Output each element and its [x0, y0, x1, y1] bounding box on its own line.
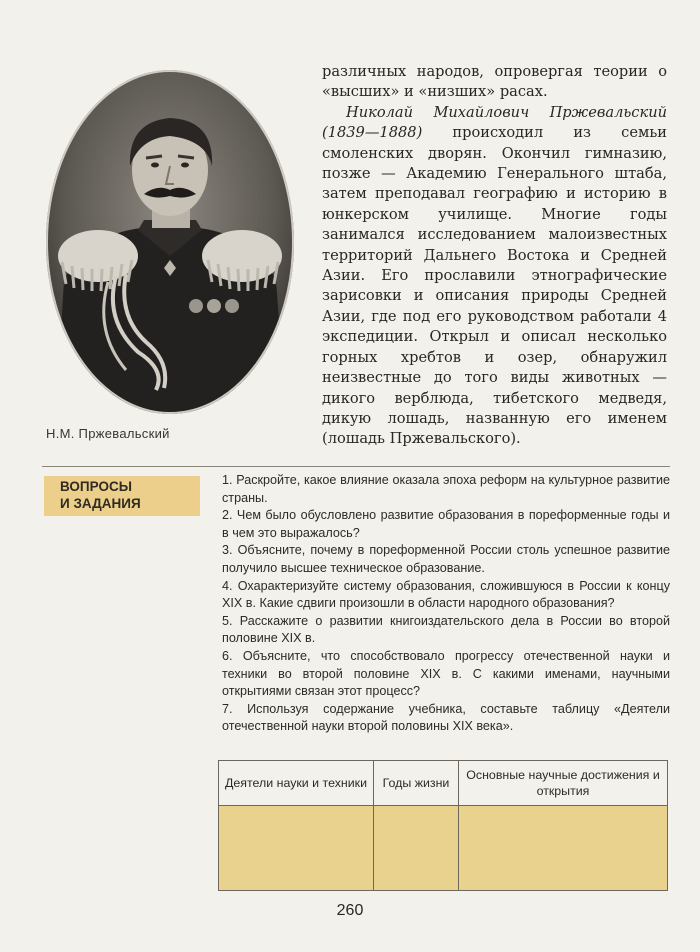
question-item: 3. Объясните, почему в пореформенной России столь успешное развитие получило высшее техническое образование. [222, 543, 670, 575]
table-cell [219, 806, 374, 891]
section-divider [42, 466, 670, 467]
portrait-photo [46, 70, 294, 414]
question-item: 2. Чем было обусловлено развитие образования в пореформенные годы и в чем это выражалось? [222, 508, 670, 540]
bio-body: происходил из семьи смоленских дворян. Окончил гимназию, позже — Академию Генерального штаба, затем преподавал географию и историю в юнкерском училище. Многие годы занимался исследованием малоизвестных территорий Дальнего Востока и Средней Азии. Его прославили этнографические зарисовки и описания природы Средней Азии, где под его руководством работали 4 экспедиции. Открыл и описал несколько горных хребтов и озер, обнаружил неизвестные до того виды животных — дикого верблюда, тибетского медведя, дикую лошадь, названную его именем (лошадь Пржевальского). [322, 124, 667, 448]
questions-list [222, 472, 670, 736]
question-item: 6. Объясните, что способствовало прогрессу отечественной науки и техники во второй половине XIX в. С какими именами, научными открытиями связан этот процесс? [222, 648, 670, 699]
question-item: 7. Используя содержание учебника, составьте таблицу «Деятели отечественной науки второй половины XIX века». [222, 701, 670, 734]
questions-badge-line1: ВОПРОСЫ [60, 479, 132, 494]
bio-continuation: различных народов, опровергая теории о «высших» и «низших» расах. [322, 63, 667, 101]
portrait-caption: Н.М. Пржевальский [46, 426, 170, 441]
page-number: 260 [336, 902, 364, 919]
table-row [219, 806, 668, 891]
table-header-row [219, 761, 668, 806]
table-cell [374, 806, 459, 891]
scientists-table [218, 760, 668, 891]
questions-badge-line2: И ЗАДАНИЯ [60, 496, 141, 511]
question-item: 1. Раскройте, какое влияние оказала эпоха реформ на культурное развитие страны. [222, 473, 670, 505]
table-header-cell: Годы жизни [374, 761, 459, 806]
question-item: 4. Охарактеризуйте систему образования, сложившуюся в России к концу XIX в. Какие сдвиги произошли в области народного образования? [222, 578, 670, 611]
biography-text [322, 62, 667, 450]
table-header-cell: Деятели науки и техники [219, 761, 374, 806]
bio-paragraph [322, 103, 667, 450]
table-header-cell: Основные научные достижения и открытия [459, 761, 668, 806]
table-cell [459, 806, 668, 891]
question-item: 5. Расскажите о развитии книгоиздательского дела в России во второй половине XIX в. [222, 613, 670, 646]
bio-name: Николай Михайлович Пржевальский (1839—1888) [322, 103, 667, 142]
questions-badge [44, 476, 200, 516]
